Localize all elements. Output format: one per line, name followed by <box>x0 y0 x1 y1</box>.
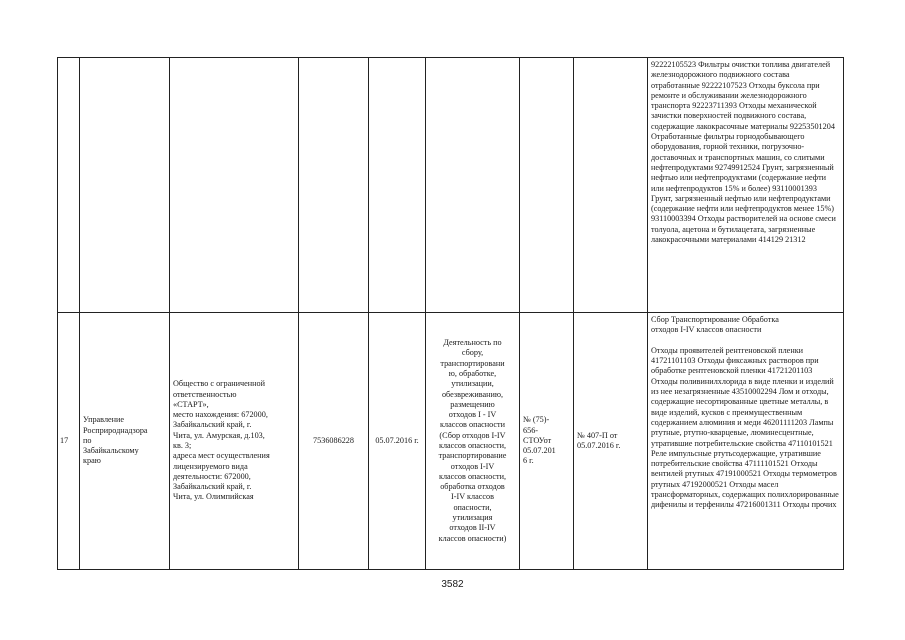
cell-inn <box>299 58 369 313</box>
cell-licensee <box>170 58 299 313</box>
licensee-text: Общество с ограниченной ответственностью «СТАРТ», место нахождения: 672000, Забайкальский край, г. Чита, ул. Амурская, д.103, кв. 3; адреса мест осуществления лицензируемого вида деятельности: 672000, Забайкальский край, г. Чита, ул. Олимпийская <box>173 379 270 502</box>
cell-date <box>369 58 426 313</box>
cell-activity <box>426 58 520 313</box>
cell-license <box>520 313 574 570</box>
license-text: № (75)- 656- СТОУот 05.07.201 6 г. <box>523 415 556 466</box>
inn-text: 7536086228 <box>313 435 354 445</box>
activity-text: Деятельность по сбору, транспортировани ю, обработке, утилизации, обезвреживанию, размещению отходов I - IV классов опасности (Сбор отходов I-IV классов опасности, транспортирование отходов I-IV классов опасности, обработка отходов I-IV классов опасности, утилизация отходов II-IV классов опасности) <box>438 338 507 543</box>
register-table <box>57 57 844 570</box>
cell-authority <box>80 313 170 570</box>
cell-order <box>574 58 648 313</box>
cell-waste-list <box>648 313 844 570</box>
cell-license <box>520 58 574 313</box>
order-text: № 407-П от 05.07.2016 г. <box>577 430 621 450</box>
cell-number <box>58 58 80 313</box>
page-number: 3582 <box>441 579 464 590</box>
authority-text: Управление Росприроднадзора по Забайкальскому краю <box>83 415 148 466</box>
cell-inn <box>299 313 369 570</box>
table-row <box>58 313 844 570</box>
cell-licensee <box>170 313 299 570</box>
cell-waste-list <box>648 58 844 313</box>
cell-activity <box>426 313 520 570</box>
date-text: 05.07.2016 г. <box>375 435 419 445</box>
cell-authority <box>80 58 170 313</box>
cell-number: 17 <box>58 313 80 570</box>
table-row <box>58 58 844 313</box>
waste-list-text: 92222105523 Фильтры очистки топлива двигателей железнодорожного подвижного состава отработанные 92222107523 Отходы буксола при ремонте и обслуживании железнодорожного транспорта 92223711393 Отходы механической зачистки поверхностей подвижного состава, содержащие лакокрасочные материалы 92253501204 Отработанные фильтры горнодобывающего оборудования, горной техники, погрузочно-доставочных и транспортных машин, со слитыми нефтепродуктами 92749912524 Грунт, загрязненный нефтью или нефтепродуктами (содержание нефти или нефтепродуктов 15% и более) 93110001393 Грунт, загрязненный нефтью или нефтепродуктами (содержание нефти или нефтепродуктов менее 15%) 93110003394 Отходы растворителей на основе смеси толуола, ацетона и бутилацетата, загрязненные лакокрасочными материалами 414129 21312 <box>651 60 836 245</box>
cell-order <box>574 313 648 570</box>
waste-list-text: Сбор Транспортирование Обработка отходов I-IV классов опасности Отходы проявителей рентгеновской пленки 41721101103 Отходы фиксажных растворов при обработке рентгеновской пленки 41721201103 Отходы поливинилхлорида в виде пленки и изделий из нее незагрязненные 43510002294 Лом и отходы, содержащие несортированные цветные металлы, в виде изделий, кусков с преимущественным содержанием алюминия и меди 46201111203 Лампы ртутные, ртутно-кварцевые, люминесцентные, утратившие потребительские свойства 47110101521 Реле импульсные ртутьсодержащие, утратившие потребительские свойства 47111101521 Отходы вентилей ртутных 47191000521 Отходы термометров ртутных 47192000521 Отходы масел трансформаторных, содержащих полихлорированные дифенилы и терфенилы 47216001311 Отходы прочих <box>651 315 839 510</box>
cell-date <box>369 313 426 570</box>
